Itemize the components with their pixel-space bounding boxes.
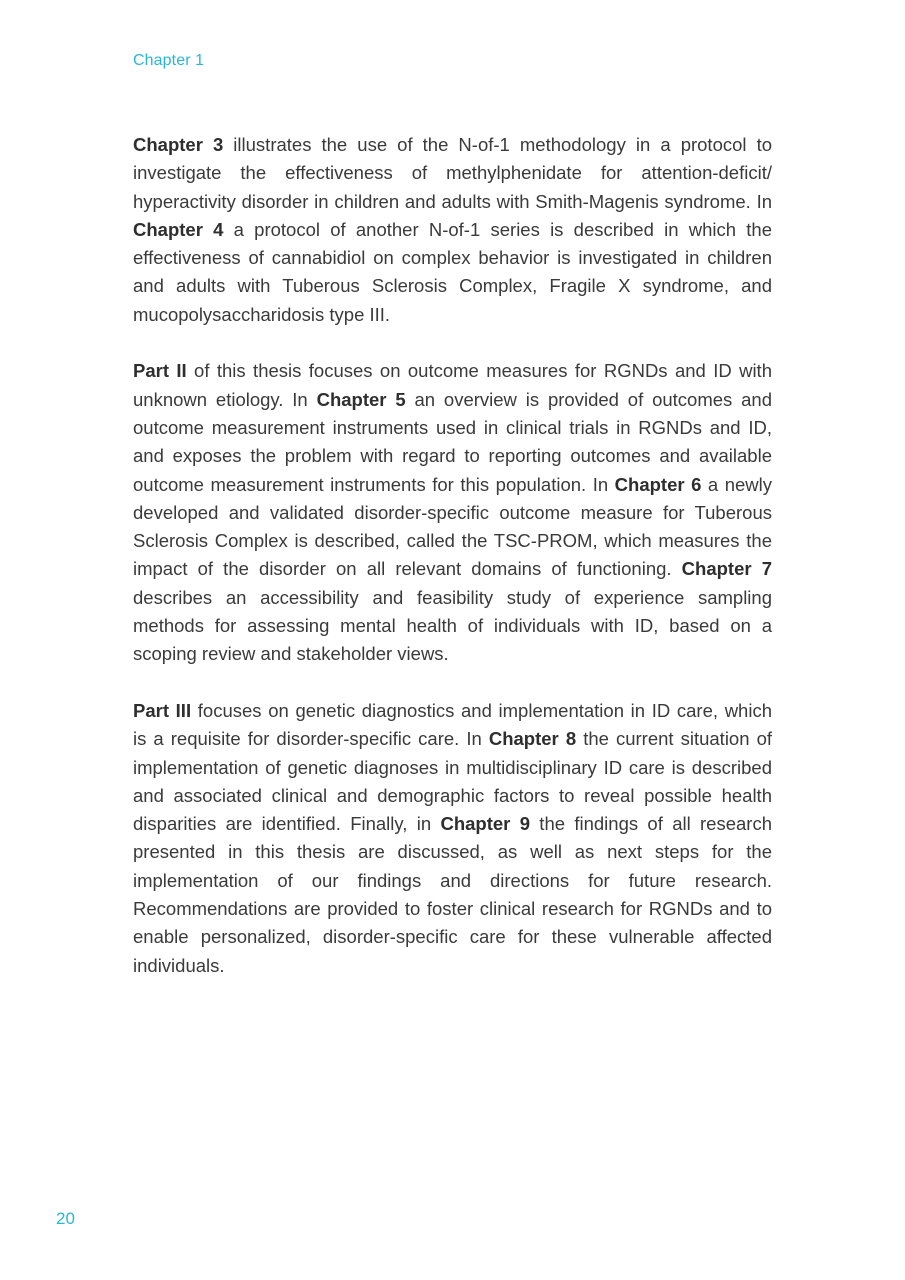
part-2-ref: Part II [133, 360, 187, 382]
chapter-6-ref: Chapter 6 [614, 473, 702, 495]
paragraph-part-2 [133, 357, 772, 668]
chapter-8-ref: Chapter 8 [488, 728, 577, 750]
chapter-7-ref: Chapter 7 [681, 558, 772, 580]
body-text [133, 131, 772, 1008]
text-segment: the current situation of implementation of genetic diagnoses in multidisciplinary ID care is described and associated clinical and demographic factors to reveal possible health disparities are identified. Finally, in [133, 728, 773, 835]
text-segment: of this thesis focuses on outcome measures for RGNDs and ID with unknown etiology. In [133, 360, 772, 410]
chapter-5-ref: Chapter 5 [316, 388, 406, 410]
text-segment: the findings of all research presented in this thesis are discussed, as well as next steps for the implementation of our findings and directions for future research. Recommendations are provided to foster clinical research for RGNDs and to enable personalized, disorder-specific care for these vulnerable affected individuals. [133, 813, 772, 976]
chapter-3-ref: Chapter 3 [133, 134, 224, 155]
part-3-ref: Part III [133, 699, 192, 721]
text-segment: focuses on genetic diagnostics and implementation in ID care, which is a requisite for disorder-specific care. In [133, 699, 772, 750]
paragraph-part-3 [133, 697, 772, 980]
paragraph-chapters-3-4 [133, 131, 772, 329]
chapter-4-ref: Chapter 4 [133, 218, 224, 240]
chapter-9-ref: Chapter 9 [440, 813, 530, 835]
text-segment: a newly developed and validated disorder-specific outcome measure for Tuberous Sclerosis Complex is described, called the TSC-PROM, which measures the impact of the disorder on all relevant domains of functioning. [133, 473, 773, 580]
running-header: Chapter 1 [133, 52, 205, 69]
text-segment: describes an accessibility and feasibility study of experience sampling methods for assessing mental health of individuals with ID, based on a scoping review and stakeholder views. [133, 586, 772, 665]
text-segment: a protocol of another N-of-1 series is described in which the effectiveness of cannabidiol on complex behavior is investigated in children and adults with Tuberous Sclerosis Complex, Fragile X syndrome, and mucopolysaccharidosis type III. [133, 218, 772, 325]
text-segment: an overview is provided of outcomes and outcome measurement instruments used in clinical trials in RGNDs and ID, and exposes the problem with regard to reporting outcomes and available outcome measurement instruments for this population. In [133, 388, 772, 495]
page-number: 20 [56, 1209, 75, 1228]
text-segment: illustrates the use of the N-of-1 methodology in a protocol to investigate the effectiveness of methylphenidate for attention-deficit/ hyperactivity disorder in children and adults with Smith-Magenis syndrome. In [133, 134, 772, 212]
